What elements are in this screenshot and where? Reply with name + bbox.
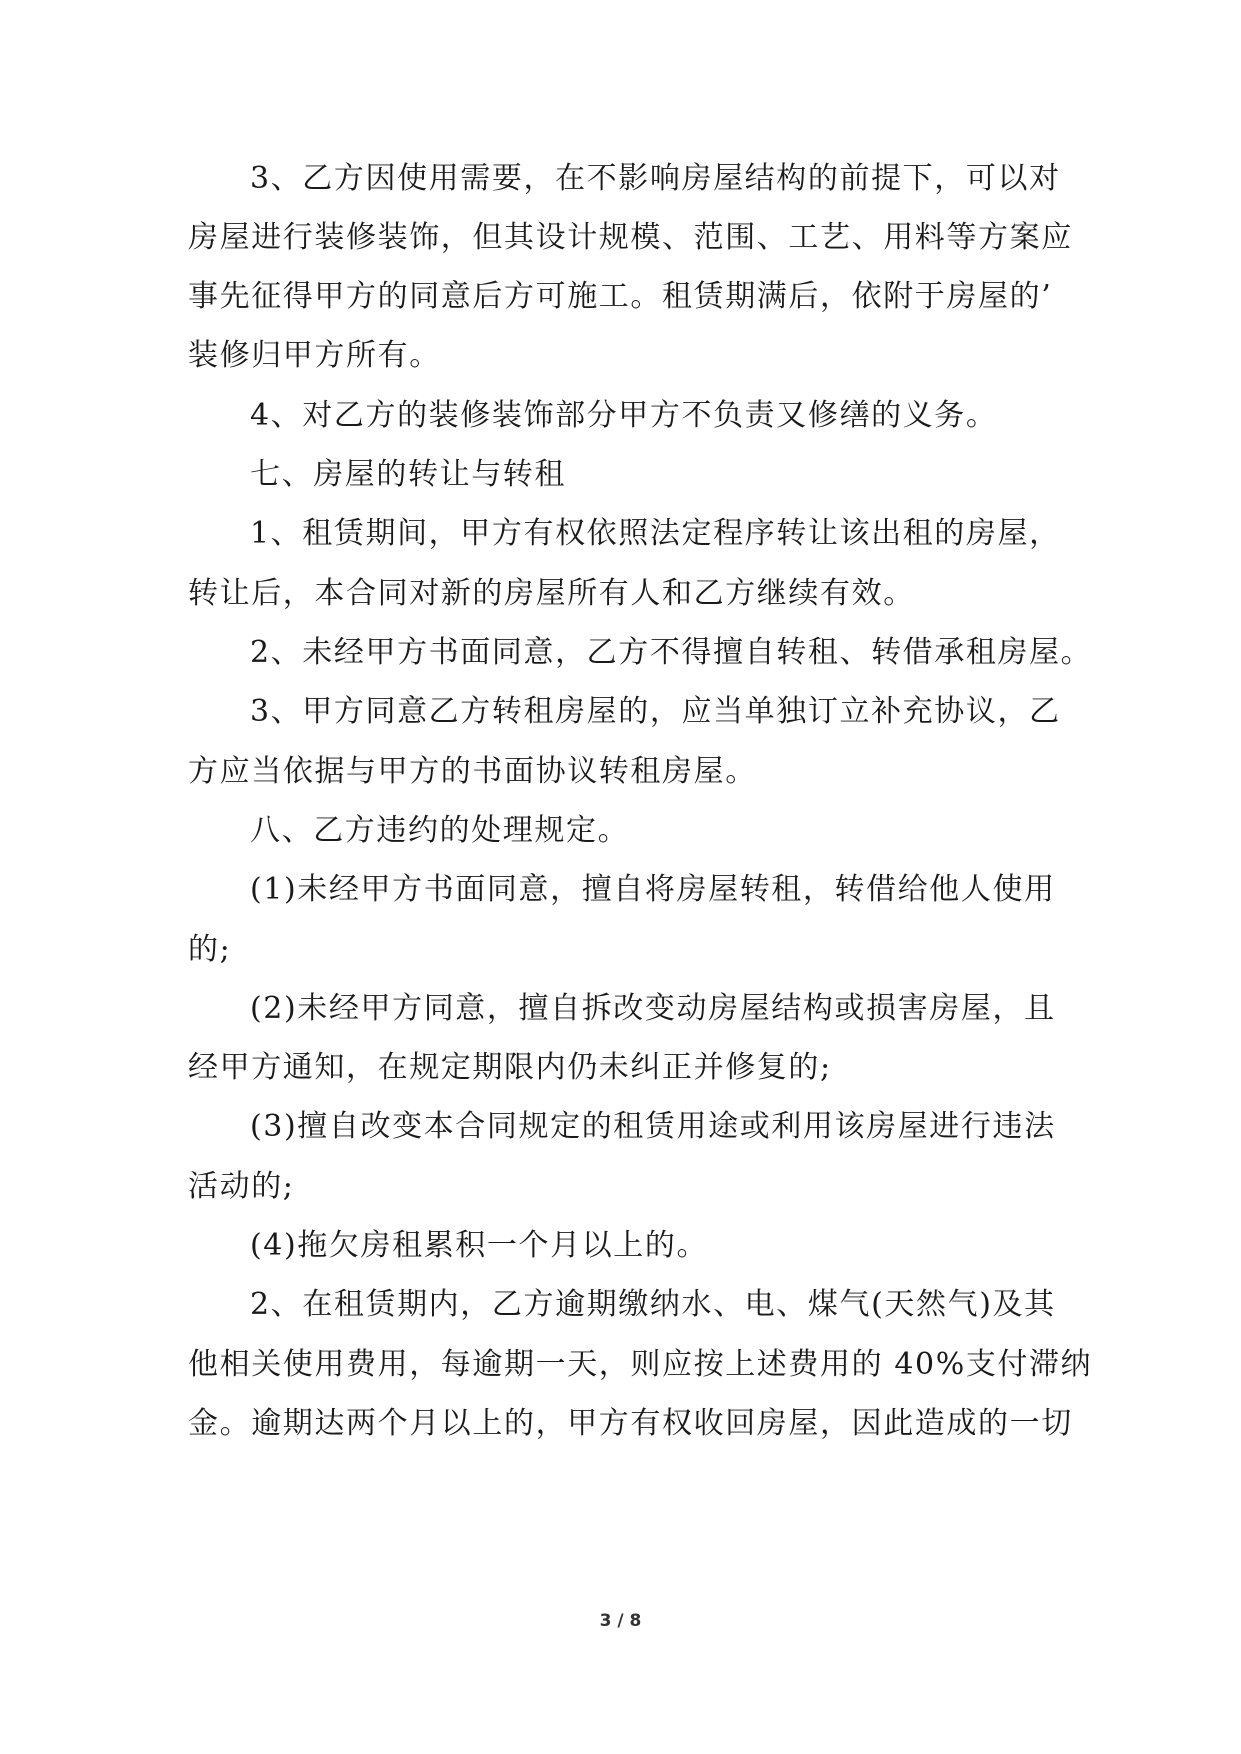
text-line: 的;	[188, 932, 232, 967]
text-line: 房屋进行装修装饰，但其设计规模、范围、工艺、用料等方案应	[188, 220, 1073, 255]
page-number: 3 / 8	[599, 1611, 642, 1631]
section-heading: 八、乙方违约的处理规定。	[250, 813, 630, 848]
text-line: 4、对乙方的装修装饰部分甲方不负责又修缮的义务。	[250, 398, 998, 433]
text-line: 事先征得甲方的同意后方可施工。租赁期满后，依附于房屋的’	[188, 279, 1053, 314]
text-line: (2)未经甲方同意，擅自拆改变动房屋结构或损害房屋，且	[250, 991, 1056, 1026]
text-line: 活动的;	[188, 1169, 295, 1204]
text-line: 3、乙方因使用需要，在不影响房屋结构的前提下，可以对	[250, 161, 1061, 196]
text-line: (1)未经甲方书面同意，擅自将房屋转租，转借给他人使用	[250, 872, 1056, 907]
text-line: 他相关使用费用，每逾期一天，则应按上述费用的 40%支付滞纳	[188, 1347, 1093, 1382]
text-line: (4)拖欠房租累积一个月以上的。	[250, 1228, 709, 1263]
text-line: 装修归甲方所有。	[188, 338, 441, 373]
text-line: 2、未经甲方书面同意，乙方不得擅自转租、转借承租房屋。	[250, 635, 1093, 670]
text-line: 1、租赁期间，甲方有权依照法定程序转让该出租的房屋，	[250, 516, 1061, 551]
section-heading: 七、房屋的转让与转租	[250, 457, 566, 492]
text-line: 金。逾期达两个月以上的，甲方有权收回房屋，因此造成的一切	[188, 1406, 1073, 1441]
text-line: 3、甲方同意乙方转租房屋的，应当单独订立补充协议，乙	[250, 694, 1061, 729]
text-line: 经甲方通知，在规定期限内仍未纠正并修复的;	[188, 1050, 832, 1085]
text-line: 2、在租赁期内，乙方逾期缴纳水、电、煤气(天然气)及其	[250, 1287, 1056, 1322]
text-line: 方应当依据与甲方的书面协议转租房屋。	[188, 754, 757, 789]
text-line: 转让后，本合同对新的房屋所有人和乙方继续有效。	[188, 576, 915, 611]
text-line: (3)擅自改变本合同规定的租赁用途或利用该房屋进行违法	[250, 1109, 1056, 1144]
